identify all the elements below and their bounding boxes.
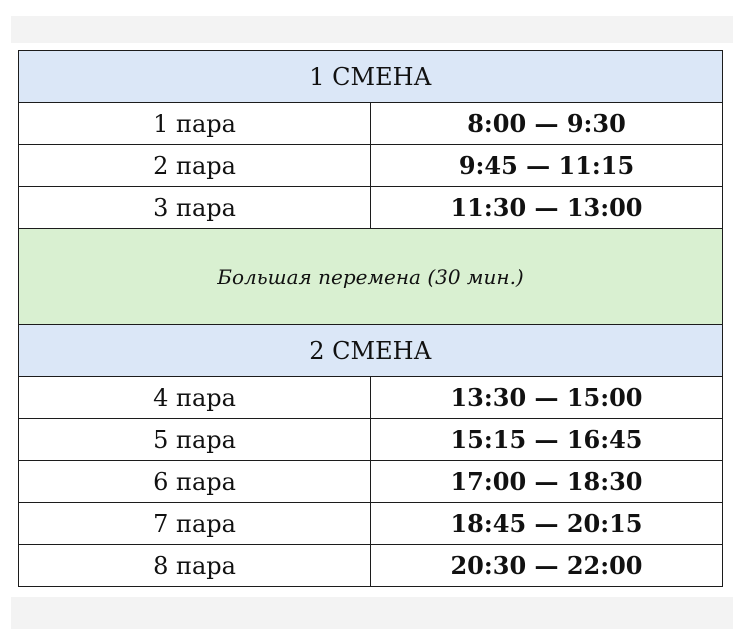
- table-row: [19, 461, 723, 503]
- period-cell: 1 пара: [19, 103, 371, 145]
- table-row: [19, 503, 723, 545]
- shift2-header-row: [19, 325, 723, 377]
- time-cell: 20:30 — 22:00: [371, 545, 723, 587]
- time-cell: 9:45 — 11:15: [371, 145, 723, 187]
- period-cell: 3 пара: [19, 187, 371, 229]
- period-cell: 5 пара: [19, 419, 371, 461]
- period-cell: 6 пара: [19, 461, 371, 503]
- time-cell: 13:30 — 15:00: [371, 377, 723, 419]
- time-cell: 8:00 — 9:30: [371, 103, 723, 145]
- break-label: Большая перемена (30 мин.): [19, 229, 723, 325]
- table-row: [19, 145, 723, 187]
- break-row: [19, 229, 723, 325]
- table-row: [19, 419, 723, 461]
- time-cell: 18:45 — 20:15: [371, 503, 723, 545]
- table-row: [19, 545, 723, 587]
- table-row: [19, 187, 723, 229]
- period-cell: 7 пара: [19, 503, 371, 545]
- top-gray-band: [11, 16, 733, 43]
- table-row: [19, 103, 723, 145]
- period-cell: 8 пара: [19, 545, 371, 587]
- bottom-gray-band: [11, 597, 733, 629]
- time-cell: 11:30 — 13:00: [371, 187, 723, 229]
- schedule-table: [18, 50, 723, 587]
- period-cell: 4 пара: [19, 377, 371, 419]
- period-cell: 2 пара: [19, 145, 371, 187]
- time-cell: 15:15 — 16:45: [371, 419, 723, 461]
- table-row: [19, 377, 723, 419]
- shift1-title: 1 СМЕНА: [19, 51, 723, 103]
- time-cell: 17:00 — 18:30: [371, 461, 723, 503]
- shift1-header-row: [19, 51, 723, 103]
- shift2-title: 2 СМЕНА: [19, 325, 723, 377]
